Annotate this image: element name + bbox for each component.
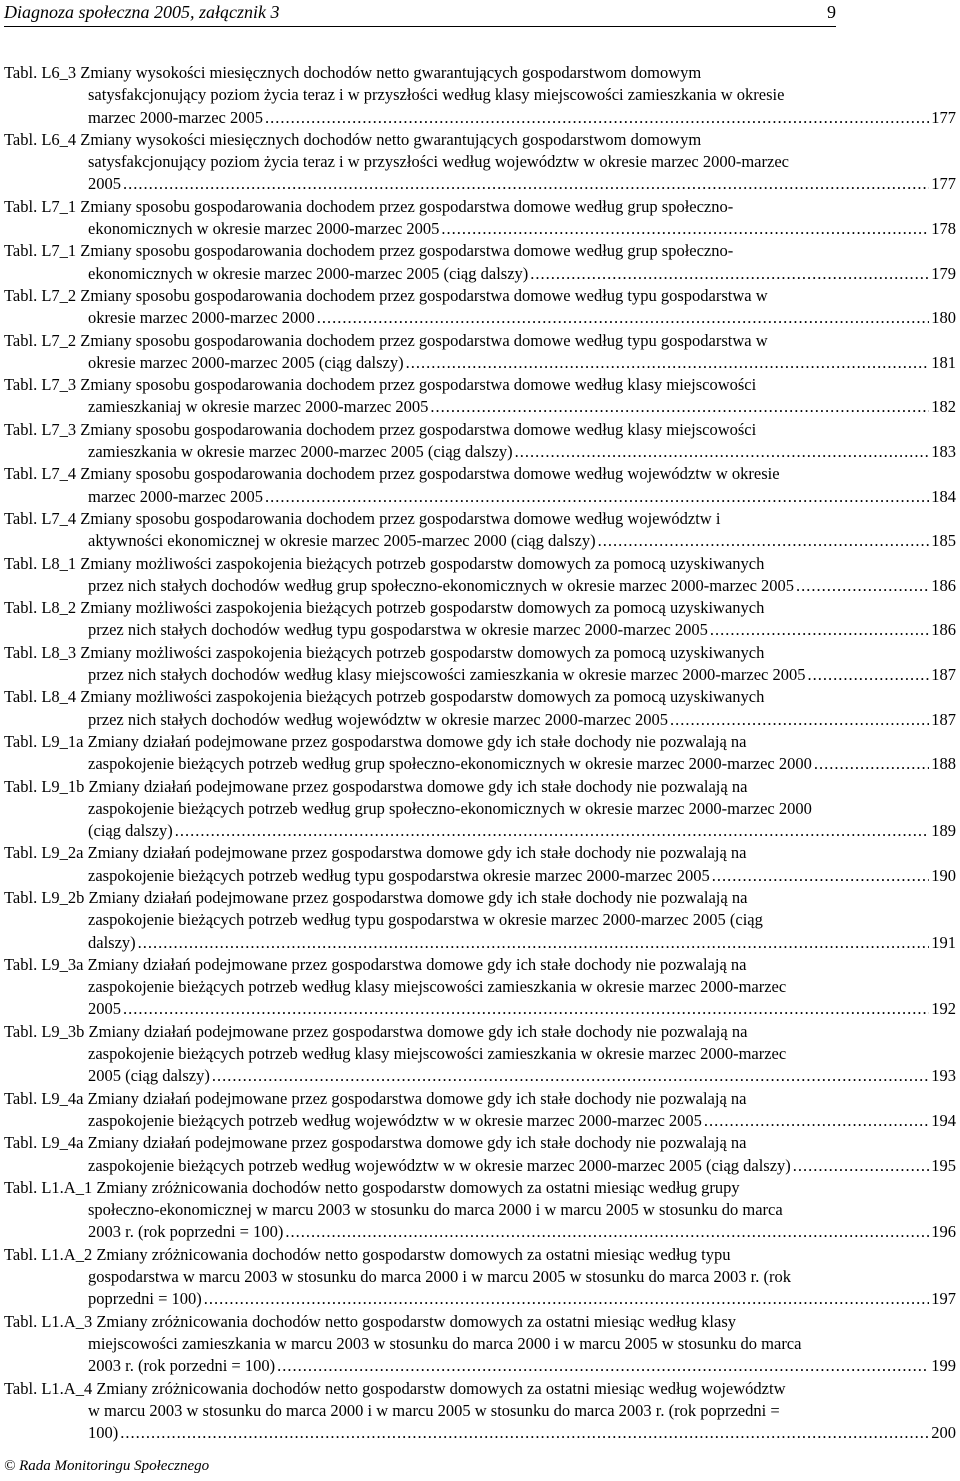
toc-entry-text: satysfakcjonujący poziom życia teraz i w przyszłości według klasy miejscowości zamieszkania w okresie (88, 85, 785, 105)
toc-entry-last-line (4, 619, 956, 641)
toc-entry-page: 194 (931, 1110, 956, 1130)
dot-leader (710, 619, 929, 641)
toc-entry-text: poprzedni = 100) (88, 1289, 202, 1309)
toc-entry[interactable] (4, 240, 956, 285)
toc-entry-text: zaspokojenie bieżących potrzeb według klasy miejscowości zamieszkania w okresie marzec 2000-marzec (88, 977, 787, 997)
toc-entry-last-line (4, 396, 956, 418)
toc-entry-title: Tabl. L9_2a Zmiany działań podejmowane przez gospodarstwa domowe gdy ich stałe dochody nie pozwalają na (4, 843, 747, 863)
toc-entry-last-line (4, 820, 956, 842)
toc-entry-text: przez nich stałych dochodów według klasy miejscowości zamieszkania w okresie marzec 2000-marzec 2005 (88, 665, 806, 685)
toc-entry-title: Tabl. L1.A_4 Zmiany zróżnicowania dochodów netto gospodarstw domowych za ostatni miesiąc według województw (4, 1378, 786, 1398)
toc-entry-page: 186 (931, 575, 956, 595)
toc-entry[interactable] (4, 1021, 956, 1088)
dot-leader (212, 1065, 929, 1087)
toc-entry-page: 181 (931, 352, 956, 372)
toc-entry-last-line (4, 530, 956, 552)
toc-entry-title: Tabl. L9_3a Zmiany działań podejmowane przez gospodarstwa domowe gdy ich stałe dochody nie pozwalają na (4, 954, 747, 974)
toc-entry[interactable] (4, 129, 956, 196)
toc-entry-title: Tabl. L6_4 Zmiany wysokości miesięcznych dochodów netto gwarantujących gospodarstwom domowym (4, 129, 702, 149)
toc-entry-page: 199 (931, 1356, 956, 1376)
toc-entry-page: 195 (931, 1155, 956, 1175)
toc-entry-title: Tabl. L7_1 Zmiany sposobu gospodarowania dochodem przez gospodarstwa domowe według grup społeczno- (4, 241, 734, 261)
toc-entry[interactable] (4, 508, 956, 553)
toc-entry[interactable] (4, 196, 956, 241)
toc-entry-page: 187 (931, 709, 956, 729)
toc-entry-last-line (4, 173, 956, 195)
dot-leader (123, 173, 929, 195)
dot-leader (138, 932, 930, 954)
toc-entry-text: zaspokojenie bieżących potrzeb według województw w w okresie marzec 2000-marzec 2005 (ciąg dalszy) (88, 1155, 791, 1175)
toc-entry-page: 190 (931, 865, 956, 885)
toc-entry-text: przez nich stałych dochodów według grup społeczno-ekonomicznych w okresie marzec 2000-marzec 2005 (88, 575, 795, 595)
toc-entry-last-line (4, 1155, 956, 1177)
toc-entry-page: 187 (931, 665, 956, 685)
toc-entry-title: Tabl. L9_1b Zmiany działań podejmowane przez gospodarstwa domowe gdy ich stałe dochody nie pozwalają na (4, 776, 748, 796)
toc-entry-title: Tabl. L9_3b Zmiany działań podejmowane przez gospodarstwa domowe gdy ich stałe dochody nie pozwalają na (4, 1021, 748, 1041)
toc-entry-title: Tabl. L7_1 Zmiany sposobu gospodarowania dochodem przez gospodarstwa domowe według grup społeczno- (4, 196, 734, 216)
toc-entry-page: 193 (931, 1066, 956, 1086)
dot-leader (204, 1288, 929, 1310)
toc-entry-title: Tabl. L8_1 Zmiany możliwości zaspokojenia bieżących potrzeb gospodarstw domowych za pomocą uzyskiwanych (4, 553, 765, 573)
toc-entry-text: satysfakcjonujący poziom życia teraz i w przyszłości według województw w okresie marzec 2000-marzec (88, 152, 789, 172)
page-number: 9 (827, 2, 836, 22)
toc-entry-title: Tabl. L1.A_1 Zmiany zróżnicowania dochodów netto gospodarstw domowych za ostatni miesiąc według grupy (4, 1177, 740, 1197)
toc-entry-title: Tabl. L7_2 Zmiany sposobu gospodarowania dochodem przez gospodarstwa domowe według typu gospodarstwa w (4, 330, 768, 350)
toc-entry-text: dalszy) (88, 932, 136, 952)
toc-entry-text: ekonomicznych w okresie marzec 2000-marzec 2005 (88, 219, 440, 239)
toc-entry-page: 192 (931, 999, 956, 1019)
toc-entry-text: zamieszkania w okresie marzec 2000-marzec 2005 (ciąg dalszy) (88, 442, 513, 462)
dot-leader (175, 820, 930, 842)
toc-entry[interactable] (4, 776, 956, 843)
toc-entry[interactable] (4, 62, 956, 129)
toc-entry-last-line (4, 1065, 956, 1087)
toc-entry-text: marzec 2000-marzec 2005 (88, 486, 263, 506)
toc-entry-page: 177 (931, 174, 956, 194)
toc-entry-text: (ciąg dalszy) (88, 821, 173, 841)
toc-entry-text: 2003 r. (rok poprzedni = 100) (88, 1222, 284, 1242)
toc-entry[interactable] (4, 731, 956, 776)
dot-leader (265, 486, 929, 508)
dot-leader (796, 575, 929, 597)
toc-entry-text: ekonomicznych w okresie marzec 2000-marzec 2005 (ciąg dalszy) (88, 263, 529, 283)
toc-entry[interactable] (4, 330, 956, 375)
toc-entry[interactable] (4, 285, 956, 330)
dot-leader (814, 753, 929, 775)
toc-entry-text: zaspokojenie bieżących potrzeb według województw w w okresie marzec 2000-marzec 2005 (88, 1110, 702, 1130)
toc-entry-page: 189 (931, 821, 956, 841)
toc-entry-title: Tabl. L9_2b Zmiany działań podejmowane przez gospodarstwa domowe gdy ich stałe dochody nie pozwalają na (4, 887, 748, 907)
toc-entry-page: 183 (931, 442, 956, 462)
toc-entry[interactable] (4, 463, 956, 508)
toc-entry-last-line (4, 998, 956, 1020)
dot-leader (515, 441, 930, 463)
toc-entry-title: Tabl. L9_1a Zmiany działań podejmowane przez gospodarstwa domowe gdy ich stałe dochody nie pozwalają na (4, 731, 747, 751)
dot-leader (530, 263, 929, 285)
toc-entry-last-line (4, 486, 956, 508)
toc-entry-text: 2003 r. (rok porzedni = 100) (88, 1356, 276, 1376)
toc-entry-text: 100) (88, 1423, 119, 1443)
toc-entry-last-line (4, 575, 956, 597)
toc-entry-last-line (4, 352, 956, 374)
dot-leader (670, 709, 929, 731)
toc-entry-last-line (4, 263, 956, 285)
toc-entry-page: 188 (931, 754, 956, 774)
toc-entry-text: przez nich stałych dochodów według województw w okresie marzec 2000-marzec 2005 (88, 709, 669, 729)
toc-entry-title: Tabl. L9_4a Zmiany działań podejmowane przez gospodarstwa domowe gdy ich stałe dochody nie pozwalają na (4, 1133, 747, 1153)
toc-entry-text: 2005 (88, 174, 121, 194)
dot-leader (123, 998, 929, 1020)
toc-entry-text: marzec 2000-marzec 2005 (88, 107, 263, 127)
dot-leader (704, 1110, 929, 1132)
toc-entry-page: 185 (931, 531, 956, 551)
toc-entry-title: Tabl. L9_4a Zmiany działań podejmowane przez gospodarstwa domowe gdy ich stałe dochody nie pozwalają na (4, 1088, 747, 1108)
dot-leader (277, 1355, 929, 1377)
toc-entry[interactable] (4, 1132, 956, 1177)
toc-entry-last-line (4, 218, 956, 240)
toc-entry-text: gospodarstwa w marcu 2003 w stosunku do marca 2000 i w marcu 2005 w stosunku do marca 2003 r. (rok (88, 1267, 791, 1287)
dot-leader (793, 1155, 929, 1177)
toc-entry-text: społeczno-ekonomicznej w marcu 2003 w stosunku do marca 2000 i w marcu 2005 w stosunku do marca (88, 1200, 783, 1220)
toc-entry-text: aktywności ekonomicznej w okresie marzec 2005-marzec 2000 (ciąg dalszy) (88, 531, 596, 551)
toc-entry-last-line (4, 307, 956, 329)
toc-entry[interactable] (4, 1177, 956, 1244)
toc-entry-last-line (4, 1221, 956, 1243)
page-footer: © Rada Monitoringu Społecznego (4, 1458, 210, 1474)
toc-entry-text: w marcu 2003 w stosunku do marca 2000 i w marcu 2005 w stosunku do marca 2003 r. (rok poprzedni = (88, 1400, 780, 1420)
toc-entry[interactable] (4, 1311, 956, 1378)
toc-entry-last-line (4, 107, 956, 129)
toc-entry-page: 177 (931, 107, 956, 127)
toc-entry-text: zaspokojenie bieżących potrzeb według typu gospodarstwa w okresie marzec 2000-marzec 2005 (ciąg (88, 910, 763, 930)
toc-entry-text: okresie marzec 2000-marzec 2000 (88, 308, 315, 328)
dot-leader (120, 1422, 929, 1444)
toc-entry-text: okresie marzec 2000-marzec 2005 (ciąg dalszy) (88, 352, 404, 372)
toc-entry[interactable] (4, 553, 956, 598)
toc-entry-text: miejscowości zamieszkania w marcu 2003 w stosunku do marca 2000 i w marcu 2005 w stosunku do marca (88, 1333, 802, 1353)
toc-entry-page: 196 (931, 1222, 956, 1242)
toc-entry-page: 191 (931, 932, 956, 952)
toc-entry-title: Tabl. L6_3 Zmiany wysokości miesięcznych dochodów netto gwarantujących gospodarstwom domowym (4, 63, 702, 82)
toc-entry-page: 200 (931, 1423, 956, 1443)
toc-entry-title: Tabl. L8_3 Zmiany możliwości zaspokojenia bieżących potrzeb gospodarstw domowych za pomocą uzyskiwanych (4, 642, 765, 662)
toc-entry[interactable] (4, 954, 956, 1021)
toc-entry-text: zaspokojenie bieżących potrzeb według typu gospodarstwa okresie marzec 2000-marzec 2005 (88, 865, 710, 885)
toc-entry-last-line (4, 1355, 956, 1377)
toc-entry-text: zaspokojenie bieżących potrzeb według grup społeczno-ekonomicznych w okresie marzec 2000-marzec 2000 (88, 754, 812, 774)
toc-entry-title: Tabl. L1.A_3 Zmiany zróżnicowania dochodów netto gospodarstw domowych za ostatni miesiąc według klasy (4, 1311, 737, 1331)
toc-entry-page: 182 (931, 397, 956, 417)
toc-entry-title: Tabl. L7_4 Zmiany sposobu gospodarowania dochodem przez gospodarstwa domowe według województw w okresie (4, 464, 780, 484)
toc-entry-last-line (4, 709, 956, 731)
toc-entry-title: Tabl. L8_2 Zmiany możliwości zaspokojenia bieżących potrzeb gospodarstw domowych za pomocą uzyskiwanych (4, 598, 765, 618)
toc-entry[interactable] (4, 419, 956, 464)
toc-entry[interactable] (4, 1378, 956, 1445)
toc-entry[interactable] (4, 887, 956, 954)
toc-entry[interactable] (4, 1244, 956, 1311)
toc-entry[interactable] (4, 642, 956, 687)
toc-entry[interactable] (4, 686, 956, 731)
toc-entry-page: 180 (931, 308, 956, 328)
toc-entry-last-line (4, 753, 956, 775)
toc-entry-text: 2005 (88, 999, 121, 1019)
toc-entry[interactable] (4, 597, 956, 642)
dot-leader (430, 396, 929, 418)
page-header (4, 0, 836, 27)
toc-entry-page: 179 (931, 263, 956, 283)
toc-entry[interactable] (4, 374, 956, 419)
dot-leader (406, 352, 930, 374)
toc-entry[interactable] (4, 1088, 956, 1133)
toc-entry-page: 197 (931, 1289, 956, 1309)
toc-entry[interactable] (4, 842, 956, 887)
toc-entry-text: zaspokojenie bieżących potrzeb według klasy miejscowości zamieszkania w okresie marzec 2000-marzec (88, 1044, 787, 1064)
toc-entry-text: zaspokojenie bieżących potrzeb według grup społeczno-ekonomicznych w okresie marzec 2000-marzec 2000 (88, 798, 812, 818)
dot-leader (598, 530, 930, 552)
toc-entry-last-line (4, 1288, 956, 1310)
toc-entry-title: Tabl. L7_3 Zmiany sposobu gospodarowania dochodem przez gospodarstwa domowe według klasy miejscowości (4, 375, 757, 395)
document-title: Diagnoza społeczna 2005, załącznik 3 (4, 2, 280, 22)
toc-entry-last-line (4, 1110, 956, 1132)
dot-leader (265, 107, 929, 129)
dot-leader (441, 218, 929, 240)
toc-entry-text: przez nich stałych dochodów według typu gospodarstwa w okresie marzec 2000-marzec 2005 (88, 620, 708, 640)
toc-entry-last-line (4, 1422, 956, 1444)
toc-entry-last-line (4, 932, 956, 954)
toc-entry-page: 186 (931, 620, 956, 640)
dot-leader (285, 1221, 929, 1243)
toc-entry-title: Tabl. L7_3 Zmiany sposobu gospodarowania dochodem przez gospodarstwa domowe według klasy miejscowości (4, 419, 757, 439)
dot-leader (317, 307, 929, 329)
toc-entry-title: Tabl. L8_4 Zmiany możliwości zaspokojenia bieżących potrzeb gospodarstw domowych za pomocą uzyskiwanych (4, 687, 765, 707)
toc-entry-text: zamieszkaniaj w okresie marzec 2000-marzec 2005 (88, 397, 429, 417)
toc-entry-title: Tabl. L7_4 Zmiany sposobu gospodarowania dochodem przez gospodarstwa domowe według województw i (4, 508, 721, 528)
toc-entry-title: Tabl. L1.A_2 Zmiany zróżnicowania dochodów netto gospodarstw domowych za ostatni miesiąc według typu (4, 1244, 731, 1264)
toc-entry-page: 178 (931, 219, 956, 239)
toc-entry-last-line (4, 441, 956, 463)
toc-entry-last-line (4, 865, 956, 887)
toc-entry-title: Tabl. L7_2 Zmiany sposobu gospodarowania dochodem przez gospodarstwa domowe według typu gospodarstwa w (4, 285, 768, 305)
toc-entry-text: 2005 (ciąg dalszy) (88, 1066, 210, 1086)
toc-entry-last-line (4, 664, 956, 686)
dot-leader (712, 865, 930, 887)
dot-leader (807, 664, 929, 686)
toc-entry-page: 184 (931, 486, 956, 506)
table-of-contents (4, 62, 956, 1444)
